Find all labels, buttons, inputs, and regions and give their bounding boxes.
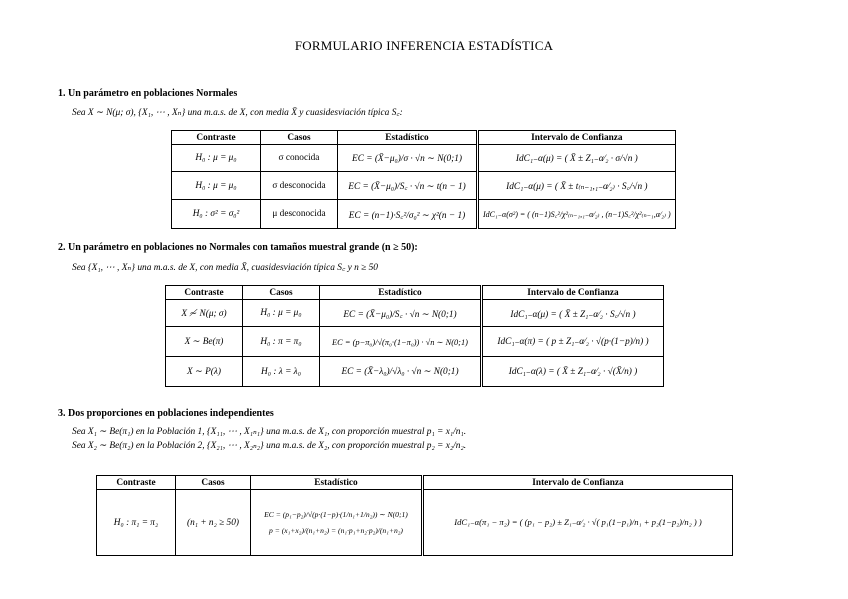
cell-intervalo: IdC₁₋α(μ) = ( X̄ ± Z₁₋α⁄₂ · σ/√n ) xyxy=(478,145,676,172)
header-intervalo: Intervalo de Confianza xyxy=(482,286,664,300)
cell-contraste: H₀ : μ = μ₀ xyxy=(172,145,261,172)
header-contraste: Contraste xyxy=(97,476,176,490)
section2-heading: 2. Un parámetro en poblaciones no Normales con tamaños muestral grande (n ≥ 50): xyxy=(58,242,418,253)
header-casos: Casos xyxy=(176,476,251,490)
header-estadistico: Estadístico xyxy=(251,476,423,490)
section2-intro: Sea {X₁, ⋯ , Xₙ} una m.a.s. de X, con media X̄, cuasidesviación típica S꜀ y n ≥ 50 xyxy=(72,263,378,273)
cell-contraste: H₀ : μ = μ₀ xyxy=(172,172,261,200)
header-estadistico: Estadístico xyxy=(320,286,482,300)
cell-contraste: X ∼ P(λ) xyxy=(166,357,243,387)
section3-intro-1: Sea X₁ ∼ Be(π₁) en la Población 1, {X₁₁, ⋯ , X₁ₙ₁} una m.a.s. de X₁, con proporción muestral p₁ = x₁/n₁. xyxy=(72,427,467,437)
header-intervalo: Intervalo de Confianza xyxy=(423,476,733,490)
cell-estadistico xyxy=(251,490,423,556)
cell-intervalo: IdC₁₋α(π₁ − π₂) = ( (p₁ − p₂) ± Z₁₋α⁄₂ · √( p₁(1−p₁)/n₁ + p₂(1−p₂)/n₂ ) ) xyxy=(423,490,733,556)
section1-intro: Sea X ∼ N(μ; σ), {X₁, ⋯ , Xₙ} una m.a.s. de X, con media X̄ y cuasidesviación típica S꜀: xyxy=(72,108,403,118)
cell-contraste: X ∼ Be(π) xyxy=(166,327,243,357)
section3-heading: 3. Dos proporciones en poblaciones independientes xyxy=(58,408,274,419)
cell-casos: μ desconocida xyxy=(261,200,338,229)
cell-casos: H₀ : π = π₀ xyxy=(243,327,320,357)
header-intervalo: Intervalo de Confianza xyxy=(478,131,676,145)
cell-casos: σ desconocida xyxy=(261,172,338,200)
cell-intervalo: IdC₁₋α(λ) = ( X̄ ± Z₁₋α⁄₂ · √(X̄/n) ) xyxy=(482,357,664,387)
page-title: FORMULARIO INFERENCIA ESTADÍSTICA xyxy=(294,38,554,53)
header-casos: Casos xyxy=(243,286,320,300)
header-casos: Casos xyxy=(261,131,338,145)
section3-intro-2: Sea X₂ ∼ Be(π₂) en la Población 2, {X₂₁, ⋯ , X₂ₙ₂} una m.a.s. de X₂, con proporción muestral p₂ = x₂/n₂. xyxy=(72,441,467,451)
cell-intervalo: IdC₁₋α(μ) = ( X̄ ± Z₁₋α⁄₂ · S꜀/√n ) xyxy=(482,300,664,327)
cell-contraste: H₀ : π₁ = π₂ xyxy=(97,490,176,556)
cell-estadistico: EC = (n−1)·S꜀²/σ₀² ∼ χ²(n − 1) xyxy=(338,200,478,229)
cell-contraste: H₀ : σ² = σ₀² xyxy=(172,200,261,229)
header-contraste: Contraste xyxy=(172,131,261,145)
cell-estadistico: EC = (X̄−μ₀)/σ · √n ∼ N(0;1) xyxy=(338,145,478,172)
header-contraste: Contraste xyxy=(166,286,243,300)
section1-heading: 1. Un parámetro en poblaciones Normales xyxy=(58,88,238,99)
cell-casos: H₀ : μ = μ₀ xyxy=(243,300,320,327)
pooled-proportion-formula: p = (x₁+x₂)/(n₁+n₂) = (n₁·p₁+n₂·p₂)/(n₁+n₂) xyxy=(269,525,403,535)
cell-estadistico: EC = (X̄−μ₀)/S꜀ · √n ∼ t(n − 1) xyxy=(338,172,478,200)
cell-casos: (n₁ + n₂ ≥ 50) xyxy=(176,490,251,556)
header-estadistico: Estadístico xyxy=(338,131,478,145)
table-two-proportions xyxy=(96,475,733,556)
cell-estadistico: EC = (X̄−μ₀)/S꜀ · √n ∼ N(0;1) xyxy=(320,300,482,327)
cell-intervalo: IdC₁₋α(π) = ( p ± Z₁₋α⁄₂ · √(p·(1−p)/n) ) xyxy=(482,327,664,357)
cell-intervalo: IdC₁₋α(μ) = ( X̄ ± t₍ₙ₋₁,₁₋α⁄₂₎ · S꜀/√n ) xyxy=(478,172,676,200)
cell-casos: σ conocida xyxy=(261,145,338,172)
statistic-formula: EC = (p₁−p₂)/√(p·(1−p)·(1/n₁+1/n₂)) ∼ N(0;1) xyxy=(264,509,408,519)
table-non-normal-populations xyxy=(165,285,664,387)
cell-intervalo: IdC₁₋α(σ²) = ( (n−1)S꜀²/χ²₍ₙ₋₁,₁₋α⁄₂₎ , (n−1)S꜀²/χ²₍ₙ₋₁,α⁄₂₎ ) xyxy=(478,200,676,229)
cell-casos: H₀ : λ = λ₀ xyxy=(243,357,320,387)
cell-contraste: X ≁ N(μ; σ) xyxy=(166,300,243,327)
table-normal-populations xyxy=(171,130,676,229)
cell-estadistico: EC = (p−π₀)/√(π₀·(1−π₀)) · √n ∼ N(0;1) xyxy=(320,327,482,357)
cell-estadistico: EC = (X̄−λ₀)/√λ₀ · √n ∼ N(0;1) xyxy=(320,357,482,387)
